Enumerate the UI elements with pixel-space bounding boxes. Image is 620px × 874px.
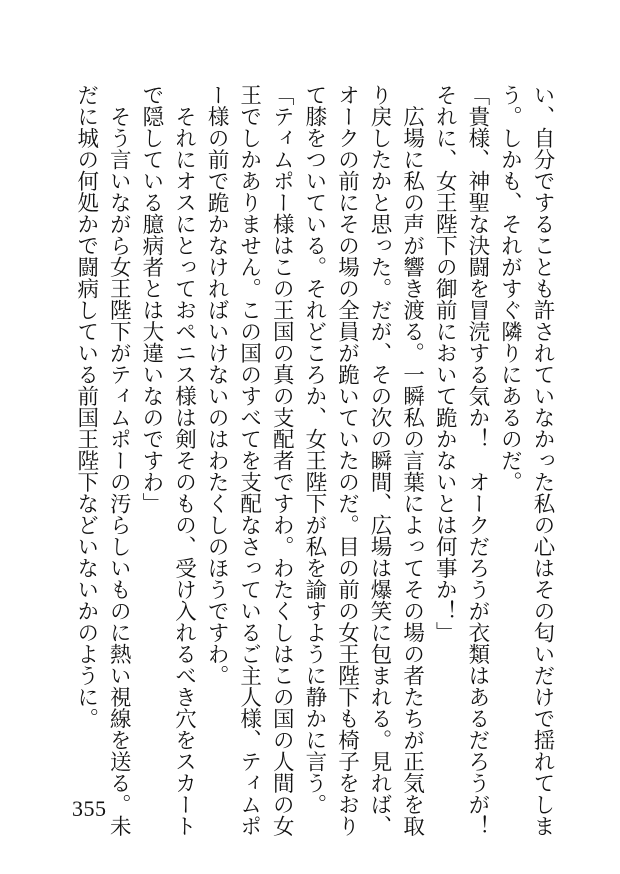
text-line: オークの前にその場の全員が跪いていたのだ。目の前の女王陛下も椅子をおり (334, 84, 360, 837)
vertical-text-body (69, 84, 558, 837)
text-line: 「ティムポー様はこの王国の真の支配者ですわ。わたくしはこの国の人間の女 (269, 84, 295, 837)
text-line: て膝をついている。それどころか、女王陛下が私を諭すように静かに言う。 (301, 84, 327, 815)
text-line: それに、女王陛下の御前において跪かないとは何事か！」 (432, 84, 458, 643)
text-line: そう言いながら女王陛下がティムポーの汚らしいものに熱い視線を送る。未 (106, 84, 132, 837)
text-line: 「貴様、神聖な決闘を冒涜する気か！ オークだろうが衣類はあるだろうが！ (464, 84, 490, 837)
text-line: り戻したかと思った。だが、その次の瞬間、広場は爆笑に包まれる。見れば、 (367, 84, 393, 837)
text-line: 広場に私の声が響き渡る。一瞬私の言葉によってその場の者たちが正気を取 (399, 84, 425, 837)
text-line: だに城の何処かで闘病している前国王陛下などいないかのように。 (73, 84, 99, 729)
text-line: 王でしかありません。この国のすべてを支配なさっているご主人様、ティムポ (236, 84, 262, 837)
text-line: う。しかも、それがすぐ隣りにあるのだ。 (497, 84, 523, 493)
text-line: で隠している臆病者とは大違いなのですわ」 (138, 84, 164, 514)
text-line: それにオスにとっておペニス様は剣そのもの、受け入れるべき穴をスカート (171, 84, 197, 837)
text-line: い、自分ですることも許されていなかった私の心はその匂いだけで揺れてしま (530, 84, 555, 837)
text-line: ー様の前で跪かなければいけないのはわたくしのほうですわ。 (204, 84, 230, 686)
page-number: 355 (72, 796, 107, 821)
